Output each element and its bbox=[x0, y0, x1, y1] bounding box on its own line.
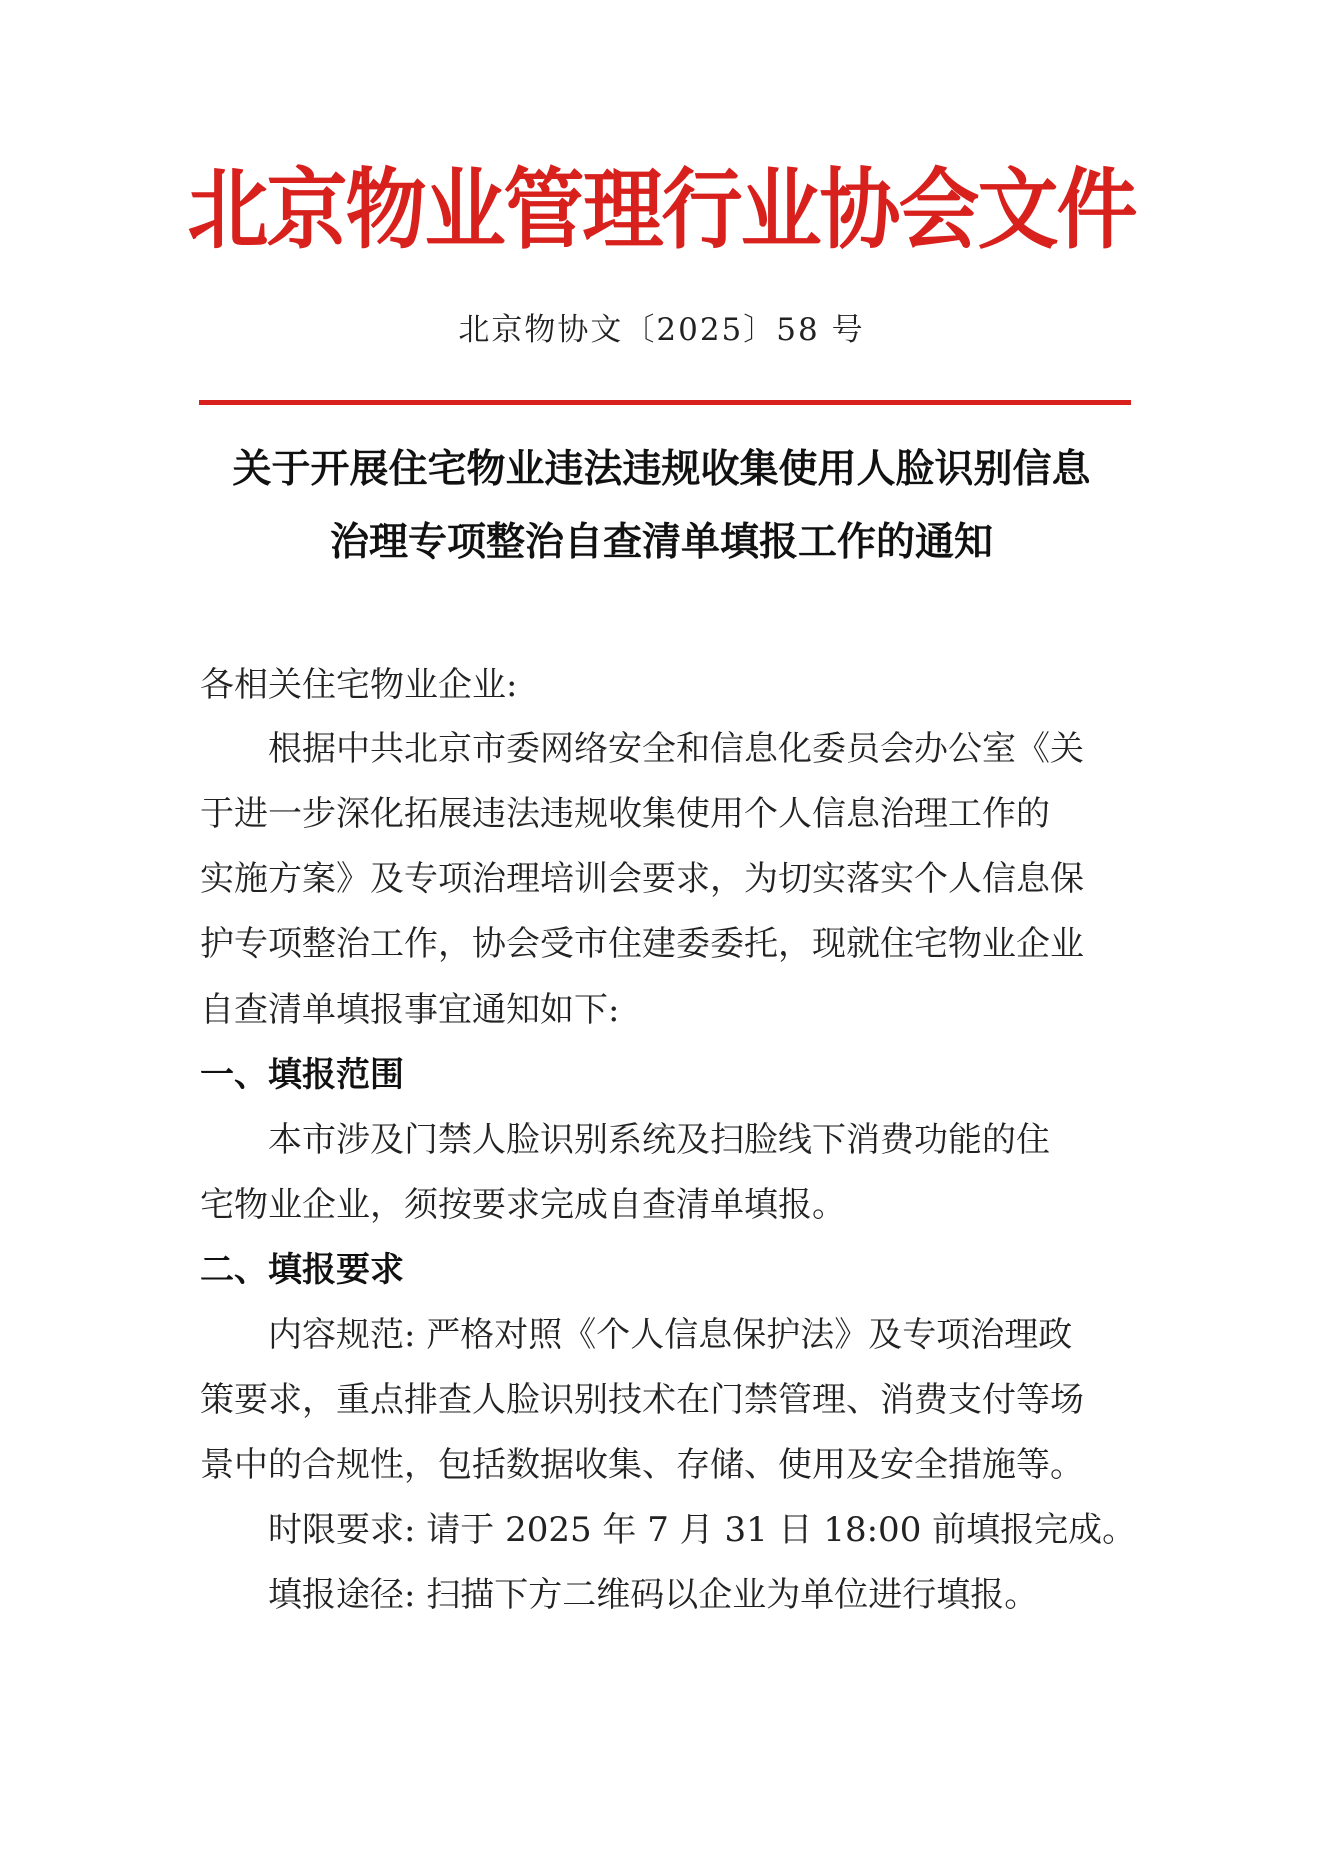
section-heading-requirements: 二、填报要求 bbox=[200, 1250, 404, 1290]
masthead-title: 北京物业管理行业协会文件 bbox=[187, 159, 1136, 262]
section-line: 策要求，重点排查人脸识别技术在门禁管理、消费支付等场 bbox=[200, 1380, 1084, 1420]
section-line: 宅物业企业，须按要求完成自查清单填报。 bbox=[200, 1185, 846, 1225]
salutation: 各相关住宅物业企业: bbox=[200, 665, 518, 705]
document-number: 北京物协文〔2025〕58 号 bbox=[458, 312, 865, 348]
red-separator-line bbox=[199, 400, 1131, 405]
intro-line: 实施方案》及专项治理培训会要求，为切实落实个人信息保 bbox=[200, 859, 1084, 899]
section-line: 内容规范: 严格对照《个人信息保护法》及专项治理政 bbox=[268, 1315, 1073, 1355]
notice-title-line-1: 关于开展住宅物业违法违规收集使用人脸识别信息 bbox=[232, 446, 1091, 492]
section-line: 景中的合规性，包括数据收集、存储、使用及安全措施等。 bbox=[200, 1445, 1084, 1485]
intro-line: 护专项整治工作，协会受市住建委委托，现就住宅物业企业 bbox=[200, 924, 1084, 964]
intro-line: 于进一步深化拓展违法违规收集使用个人信息治理工作的 bbox=[200, 794, 1050, 834]
section-heading-scope: 一、填报范围 bbox=[200, 1055, 404, 1095]
section-line: 填报途径: 扫描下方二维码以企业为单位进行填报。 bbox=[268, 1575, 1039, 1615]
section-line: 时限要求: 请于 2025 年 7 月 31 日 18:00 前填报完成。 bbox=[268, 1510, 1137, 1550]
intro-line: 自查清单填报事宜通知如下: bbox=[200, 990, 620, 1030]
notice-title-line-2: 治理专项整治自查清单填报工作的通知 bbox=[329, 519, 993, 565]
intro-line: 根据中共北京市委网络安全和信息化委员会办公室《关 bbox=[268, 729, 1084, 769]
section-line: 本市涉及门禁人脸识别系统及扫脸线下消费功能的住 bbox=[268, 1120, 1050, 1160]
